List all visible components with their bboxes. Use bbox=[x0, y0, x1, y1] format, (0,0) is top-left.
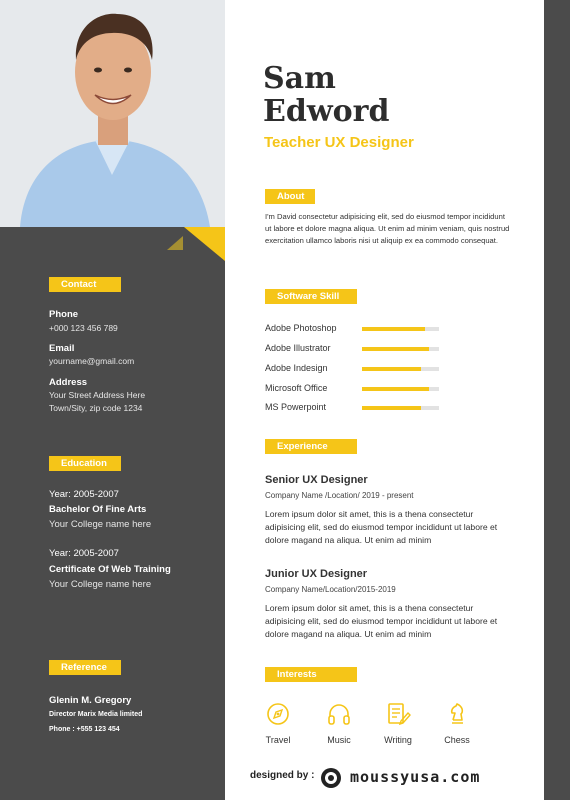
skill-bar bbox=[362, 367, 439, 371]
skill-bar-fill bbox=[362, 406, 421, 410]
address-label: Address bbox=[49, 377, 88, 388]
education-school: Your College name here bbox=[49, 579, 152, 590]
job-description: Lorem ipsum dolor sit amet, this is a thena consectetur adipisicing elit, sed do eiusmod tempor incididunt ut labore et dolore magand na aliqua. Ut enim ad minim bbox=[265, 509, 498, 545]
headphones-icon bbox=[326, 701, 352, 727]
about-heading: About bbox=[265, 189, 315, 204]
phone-value: +000 123 456 789 bbox=[49, 323, 118, 333]
last-name: Edword bbox=[263, 94, 390, 129]
email-label: Email bbox=[49, 343, 75, 354]
skill-bar-fill bbox=[362, 367, 421, 371]
job-role: Teacher UX Designer bbox=[264, 134, 414, 151]
reference-title: Director Marix Media limited bbox=[49, 711, 143, 718]
job-title: Junior UX Designer bbox=[265, 568, 368, 580]
job-meta: Company Name /Location/ 2019 - present bbox=[265, 491, 414, 500]
education-degree: Bachelor Of Fine Arts bbox=[49, 504, 147, 515]
interest-label: Travel bbox=[265, 735, 291, 745]
interest-label: Writing bbox=[384, 735, 412, 745]
skill-bar bbox=[362, 387, 439, 391]
skill-name: Microsoft Office bbox=[265, 383, 328, 393]
interest-label: Music bbox=[327, 735, 351, 745]
skill-bar bbox=[362, 327, 439, 331]
decorative-corner bbox=[184, 227, 225, 261]
designed-by-label: designed by : bbox=[250, 770, 315, 781]
interests-heading: Interests bbox=[265, 667, 357, 682]
job-description: Lorem ipsum dolor sit amet, this is a thena consectetur adipisicing elit, sed do eiusmod tempor incididunt ut labore et dolore magand na aliqua. Ut enim ad minim bbox=[265, 603, 498, 639]
skill-bar-fill bbox=[362, 327, 425, 331]
education-year: Year: 2005-2007 bbox=[49, 489, 119, 500]
chess-knight-icon bbox=[444, 701, 470, 727]
education-year: Year: 2005-2007 bbox=[49, 548, 119, 559]
contact-heading: Contact bbox=[49, 277, 121, 292]
brand-link[interactable]: moussyusa.com bbox=[350, 768, 481, 786]
decorative-triangle bbox=[167, 236, 183, 250]
experience-heading: Experience bbox=[265, 439, 357, 454]
email-value: yourname@gmail.com bbox=[49, 356, 135, 366]
job-meta: Company Name/Location/2015-2019 bbox=[265, 585, 396, 594]
writing-icon bbox=[385, 701, 411, 727]
skill-name: Adobe Illustrator bbox=[265, 343, 331, 353]
first-name: Sam bbox=[263, 61, 336, 96]
address-line2: Town/Sity, zip code 1234 bbox=[49, 403, 143, 413]
education-school: Your College name here bbox=[49, 519, 152, 530]
skill-bar bbox=[362, 406, 439, 410]
skill-name: Adobe Photoshop bbox=[265, 323, 337, 333]
skills-heading: Software Skill bbox=[265, 289, 357, 304]
job-title: Senior UX Designer bbox=[265, 474, 368, 486]
phone-label: Phone bbox=[49, 309, 79, 320]
skill-name: Adobe Indesign bbox=[265, 363, 328, 373]
address-line1: Your Street Address Here bbox=[49, 390, 146, 400]
education-degree: Certificate Of Web Training bbox=[49, 564, 171, 575]
skill-bar bbox=[362, 347, 439, 351]
skill-bar-fill bbox=[362, 387, 429, 391]
interest-travel bbox=[256, 701, 300, 745]
interest-writing bbox=[376, 701, 420, 745]
profile-photo bbox=[0, 0, 225, 227]
right-accent-bar bbox=[544, 0, 570, 800]
reference-phone: Phone : +555 123 454 bbox=[49, 726, 120, 733]
about-text: I'm David consectetur adipisicing elit, sed do eiusmod tempor incididunt ut labore et dolore magna aliqua. Ut enim ad minim veniam, quis nostrud exercitation ullamco laboris nisi ut aliquip ex ea commodo consequat. bbox=[265, 212, 510, 245]
skill-bar-fill bbox=[362, 347, 429, 351]
interest-music bbox=[317, 701, 361, 745]
person-name bbox=[263, 62, 389, 128]
reference-heading: Reference bbox=[49, 660, 121, 675]
skill-name: MS Powerpoint bbox=[265, 402, 327, 412]
education-heading: Education bbox=[49, 456, 121, 471]
interest-chess bbox=[435, 701, 479, 745]
reference-name: Glenin M. Gregory bbox=[49, 695, 132, 706]
interest-label: Chess bbox=[444, 735, 470, 745]
compass-icon bbox=[265, 701, 291, 727]
brand-logo-icon bbox=[320, 767, 342, 789]
